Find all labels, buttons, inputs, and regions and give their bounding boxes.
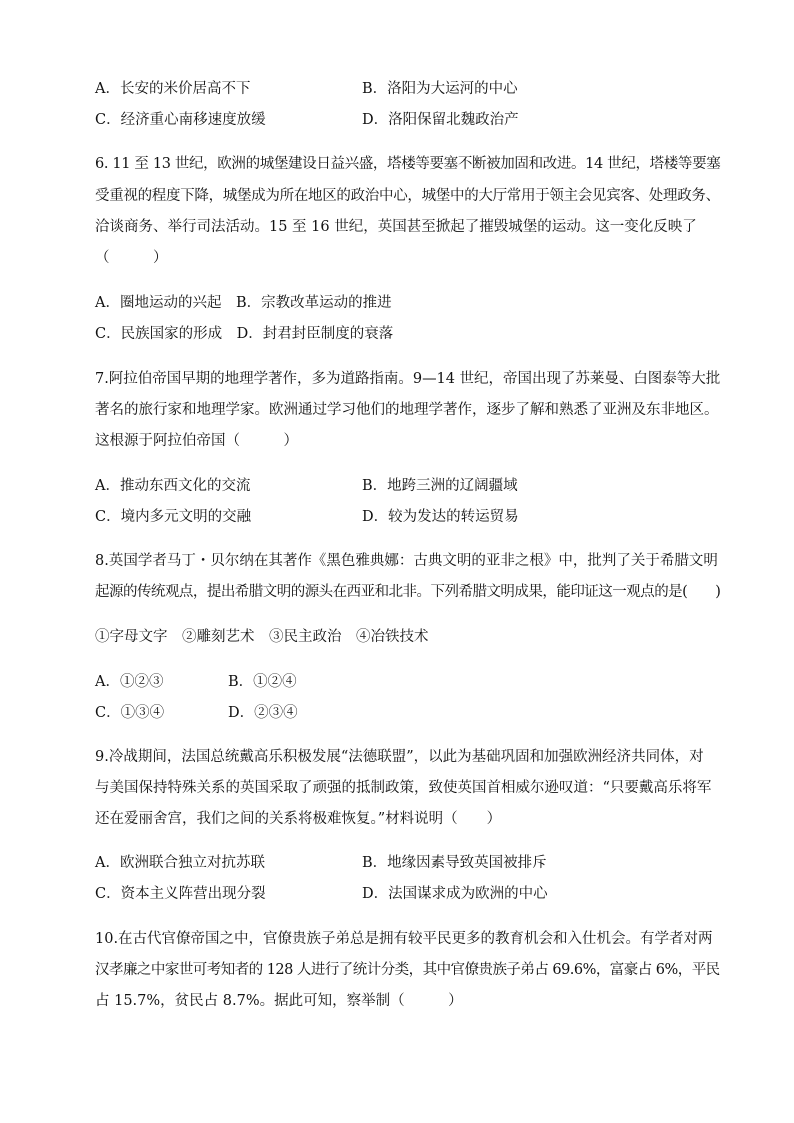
q7-stem-line-2: 著名的旅行家和地理学家。欧洲通过学习他们的地理学著作，逐步了解和熟悉了亚洲及东非地区。 [95,402,719,418]
q8-stem-line-1: 8.英国学者马丁・贝尔纳在其著作《黑色雅典娜：古典文明的亚非之根》中，批判了关于希腊文明 [95,553,718,569]
q8-option-b: B．①②④ [228,674,297,690]
q10-stem-line-2: 汉孝廉之中家世可考知者的 128 人进行了统计分类，其中官僚贵族子弟占 69.6%，富豪占 6%，平民 [95,962,720,978]
q6-options-ab: A．圈地运动的兴起 B．宗教改革运动的推进 [95,295,392,311]
q8-option-c: C．①③④ [95,705,165,721]
q10-stem-line-1: 10.在古代官僚帝国之中，官僚贵族子弟总是拥有较平民更多的教育机会和入仕机会。有学者对两 [95,931,713,947]
q8-items: ①字母文字 ②雕刻艺术 ③民主政治 ④冶铁技术 [95,629,429,645]
q8-stem-line-2: 起源的传统观点，提出希腊文明的源头在西亚和北非。下列希腊文明成果，能印证这一观点的是( ) [95,584,721,600]
q9-option-a: A．欧洲联合独立对抗苏联 [95,855,265,871]
q5-option-c: C．经济重心南移速度放缓 [95,112,266,128]
q7-option-d: D．较为发达的转运贸易 [362,509,519,525]
q6-answer-bracket: （ ） [95,250,168,266]
q8-option-a: A．①②③ [95,674,164,690]
q10-stem-line-3: 占 15.7%，贫民占 8.7%。据此可知，察举制（ ） [95,993,463,1009]
q9-option-d: D．法国谋求成为欧洲的中心 [362,886,548,902]
q5-option-d: D．洛阳保留北魏政治产 [362,112,519,128]
q7-stem-line-1: 7.阿拉伯帝国早期的地理学著作，多为道路指南。9—14 世纪，帝国出现了苏莱曼、白图泰等大批 [95,371,721,387]
q6-stem-line-1: 6. 11 至 13 世纪，欧洲的城堡建设日益兴盛，塔楼等要塞不断被加固和改进。14 世纪，塔楼等要塞 [95,156,721,172]
q5-option-b: B．洛阳为大运河的中心 [362,81,518,97]
q5-option-a: A．长安的米价居高不下 [95,81,251,97]
q9-stem-line-2: 与美国保持特殊关系的英国采取了顽强的抵制政策，致使英国首相威尔逊叹道：“只要戴高乐将军 [95,780,712,796]
q9-stem-line-3: 还在爱丽舍宫，我们之间的关系将极难恢复。”材料说明（ ） [95,811,502,827]
q7-option-b: B．地跨三洲的辽阔疆域 [362,478,518,494]
q7-option-c: C．境内多元文明的交融 [95,509,252,525]
q9-option-b: B．地缘因素导致英国被排斥 [362,855,547,871]
q7-stem-line-3: 这根源于阿拉伯帝国（ ） [95,433,298,449]
q6-stem-line-3: 洽谈商务、举行司法活动。15 至 16 世纪，英国甚至掀起了摧毁城堡的运动。这一变化反映了 [95,219,697,235]
q9-stem-line-1: 9.冷战期间，法国总统戴高乐积极发展“法德联盟”，以此为基础巩固和加强欧洲经济共同体，对 [95,749,704,765]
q9-option-c: C．资本主义阵营出现分裂 [95,886,266,902]
q6-stem-line-2: 受重视的程度下降，城堡成为所在地区的政治中心，城堡中的大厅常用于领主会见宾客、处理政务、 [95,188,720,204]
q7-option-a: A．推动东西文化的交流 [95,478,251,494]
q6-options-cd: C．民族国家的形成 D．封君封臣制度的衰落 [95,326,394,342]
q8-option-d: D．②③④ [228,705,298,721]
